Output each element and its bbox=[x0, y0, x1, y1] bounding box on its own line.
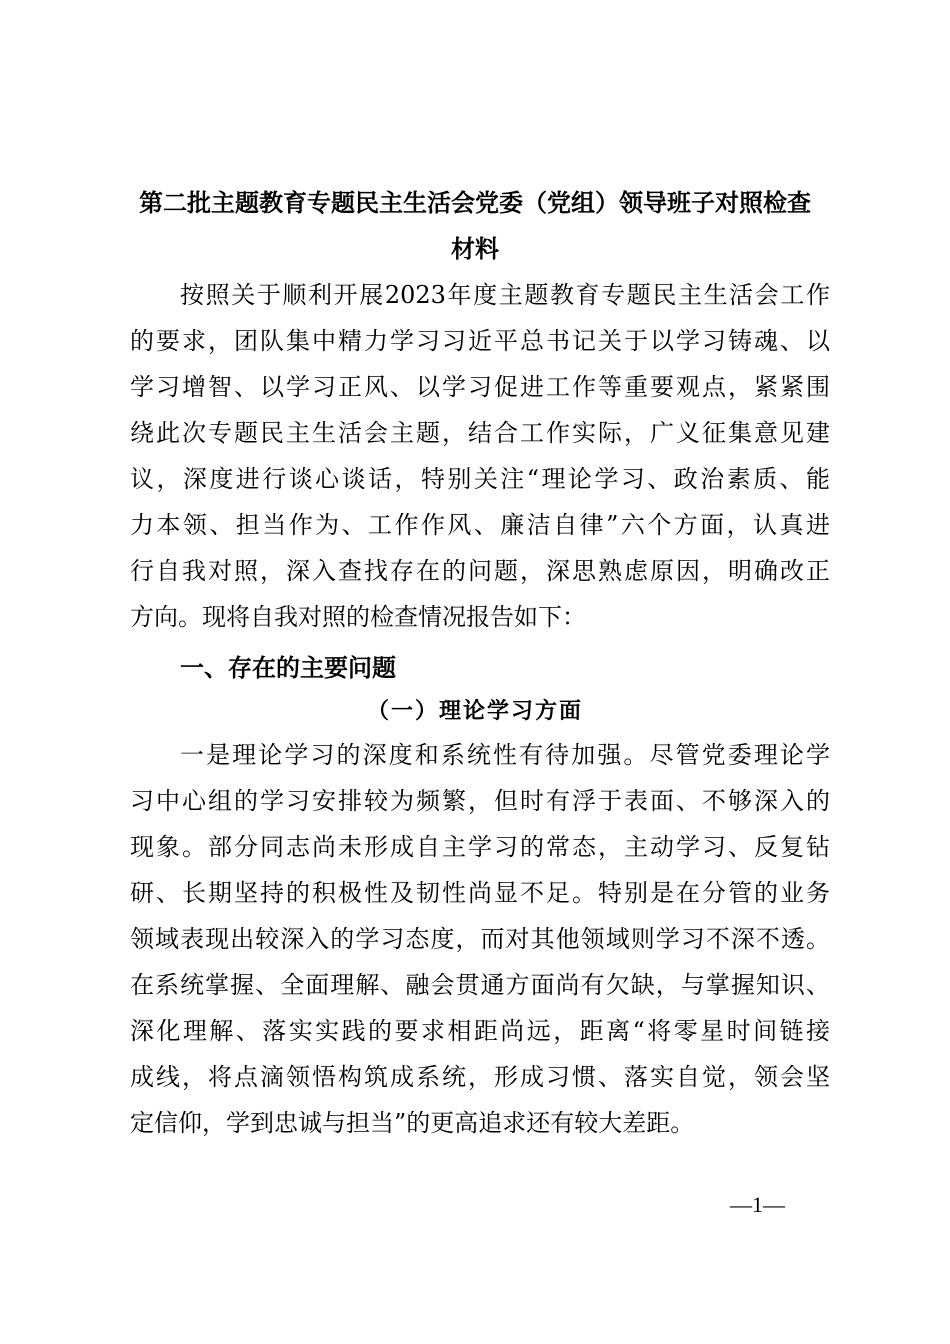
intro-line: 绕此次专题民主生活会主题，结合工作实际，广义征集意见建 bbox=[130, 419, 830, 447]
subsection-heading: （一）理论学习方面 bbox=[366, 698, 583, 724]
section-heading: 一、存在的主要问题 bbox=[180, 654, 396, 682]
page-number: —1— bbox=[730, 1192, 785, 1217]
document-title-line-2: 材料 bbox=[451, 234, 499, 263]
intro-line: 学习增智、以学习正风、以学习促进工作等重要观点，紧紧围 bbox=[130, 373, 830, 401]
intro-line: 按照关于顺利开展2023年度主题教育专题民主生活会工作 bbox=[180, 281, 830, 309]
body-line: 领域表现出较深入的学习态度，而对其他领域则学习不深不透。 bbox=[130, 925, 830, 953]
document-title-line-1: 第二批主题教育专题民主生活会党委（党组）领导班子对照检查 bbox=[139, 188, 811, 217]
body-line: 定信仰，学到忠诚与担当”的更高追求还有较大差距。 bbox=[130, 1109, 695, 1137]
body-line: 一是理论学习的深度和系统性有待加强。尽管党委理论学 bbox=[180, 741, 830, 769]
intro-line: 议，深度进行谈心谈话，特别关注“理论学习、政治素质、能 bbox=[130, 465, 830, 493]
intro-line: 力本领、担当作为、工作作风、廉洁自律”六个方面，认真进 bbox=[130, 511, 830, 539]
body-line: 习中心组的学习安排较为频繁，但时有浮于表面、不够深入的 bbox=[130, 787, 830, 815]
body-line: 深化理解、落实实践的要求相距尚远，距离“将零星时间链接 bbox=[130, 1017, 830, 1045]
body-line: 研、长期坚持的积极性及韧性尚显不足。特别是在分管的业务 bbox=[130, 879, 830, 907]
intro-line: 行自我对照，深入查找存在的问题，深思熟虑原因，明确改正 bbox=[130, 557, 830, 585]
body-line: 成线，将点滴领悟构筑成系统，形成习惯、落实自觉，领会坚 bbox=[130, 1063, 830, 1091]
intro-line: 方向。现将自我对照的检查情况报告如下： bbox=[130, 603, 586, 631]
body-line: 现象。部分同志尚未形成自主学习的常态，主动学习、反复钻 bbox=[130, 833, 830, 861]
intro-line: 的要求，团队集中精力学习习近平总书记关于以学习铸魂、以 bbox=[130, 327, 830, 355]
body-line: 在系统掌握、全面理解、融会贯通方面尚有欠缺，与掌握知识、 bbox=[130, 971, 830, 999]
